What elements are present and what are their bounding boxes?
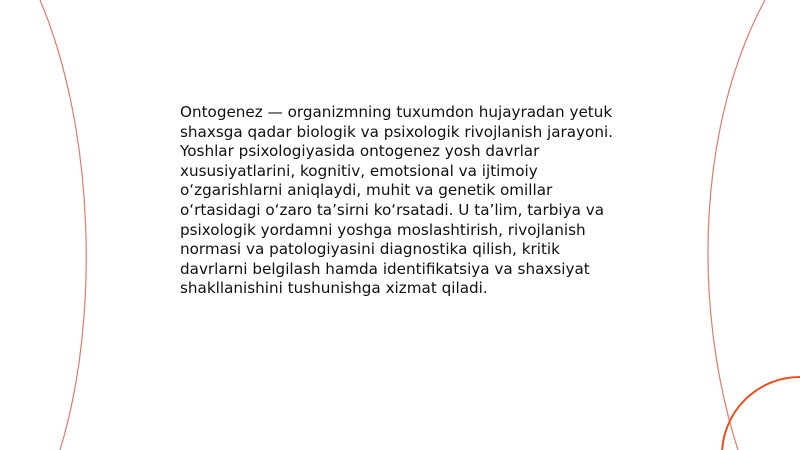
- accent-circle-arc: [722, 377, 800, 450]
- body-paragraph: Ontogenez — organizmning tuxumdon hujayradan yetuk shaxsga qadar biologik va psixologik rivojlanish jarayoni. Yoshlar psixologiyasida ontogenez yosh davrlar xususiyatlarini, kognitiv, emotsional va ijtimoiy oʻzgarishlarni aniqlaydi, muhit va genetik omillar oʻrtasidagi oʻzaro taʼsirni koʻrsatadi. U taʼlim, tarbiya va psixologik yordamni yoshga moslashtirish, rivojlanish normasi va patologiyasini diagnostika qilish, kritik davrlarni belgilash hamda identifikatsiya va shaxsiyat shakllanishini tushunishga xizmat qiladi.: [180, 103, 614, 298]
- left-thin-arc: [40, 0, 86, 450]
- right-thin-arc: [708, 0, 765, 450]
